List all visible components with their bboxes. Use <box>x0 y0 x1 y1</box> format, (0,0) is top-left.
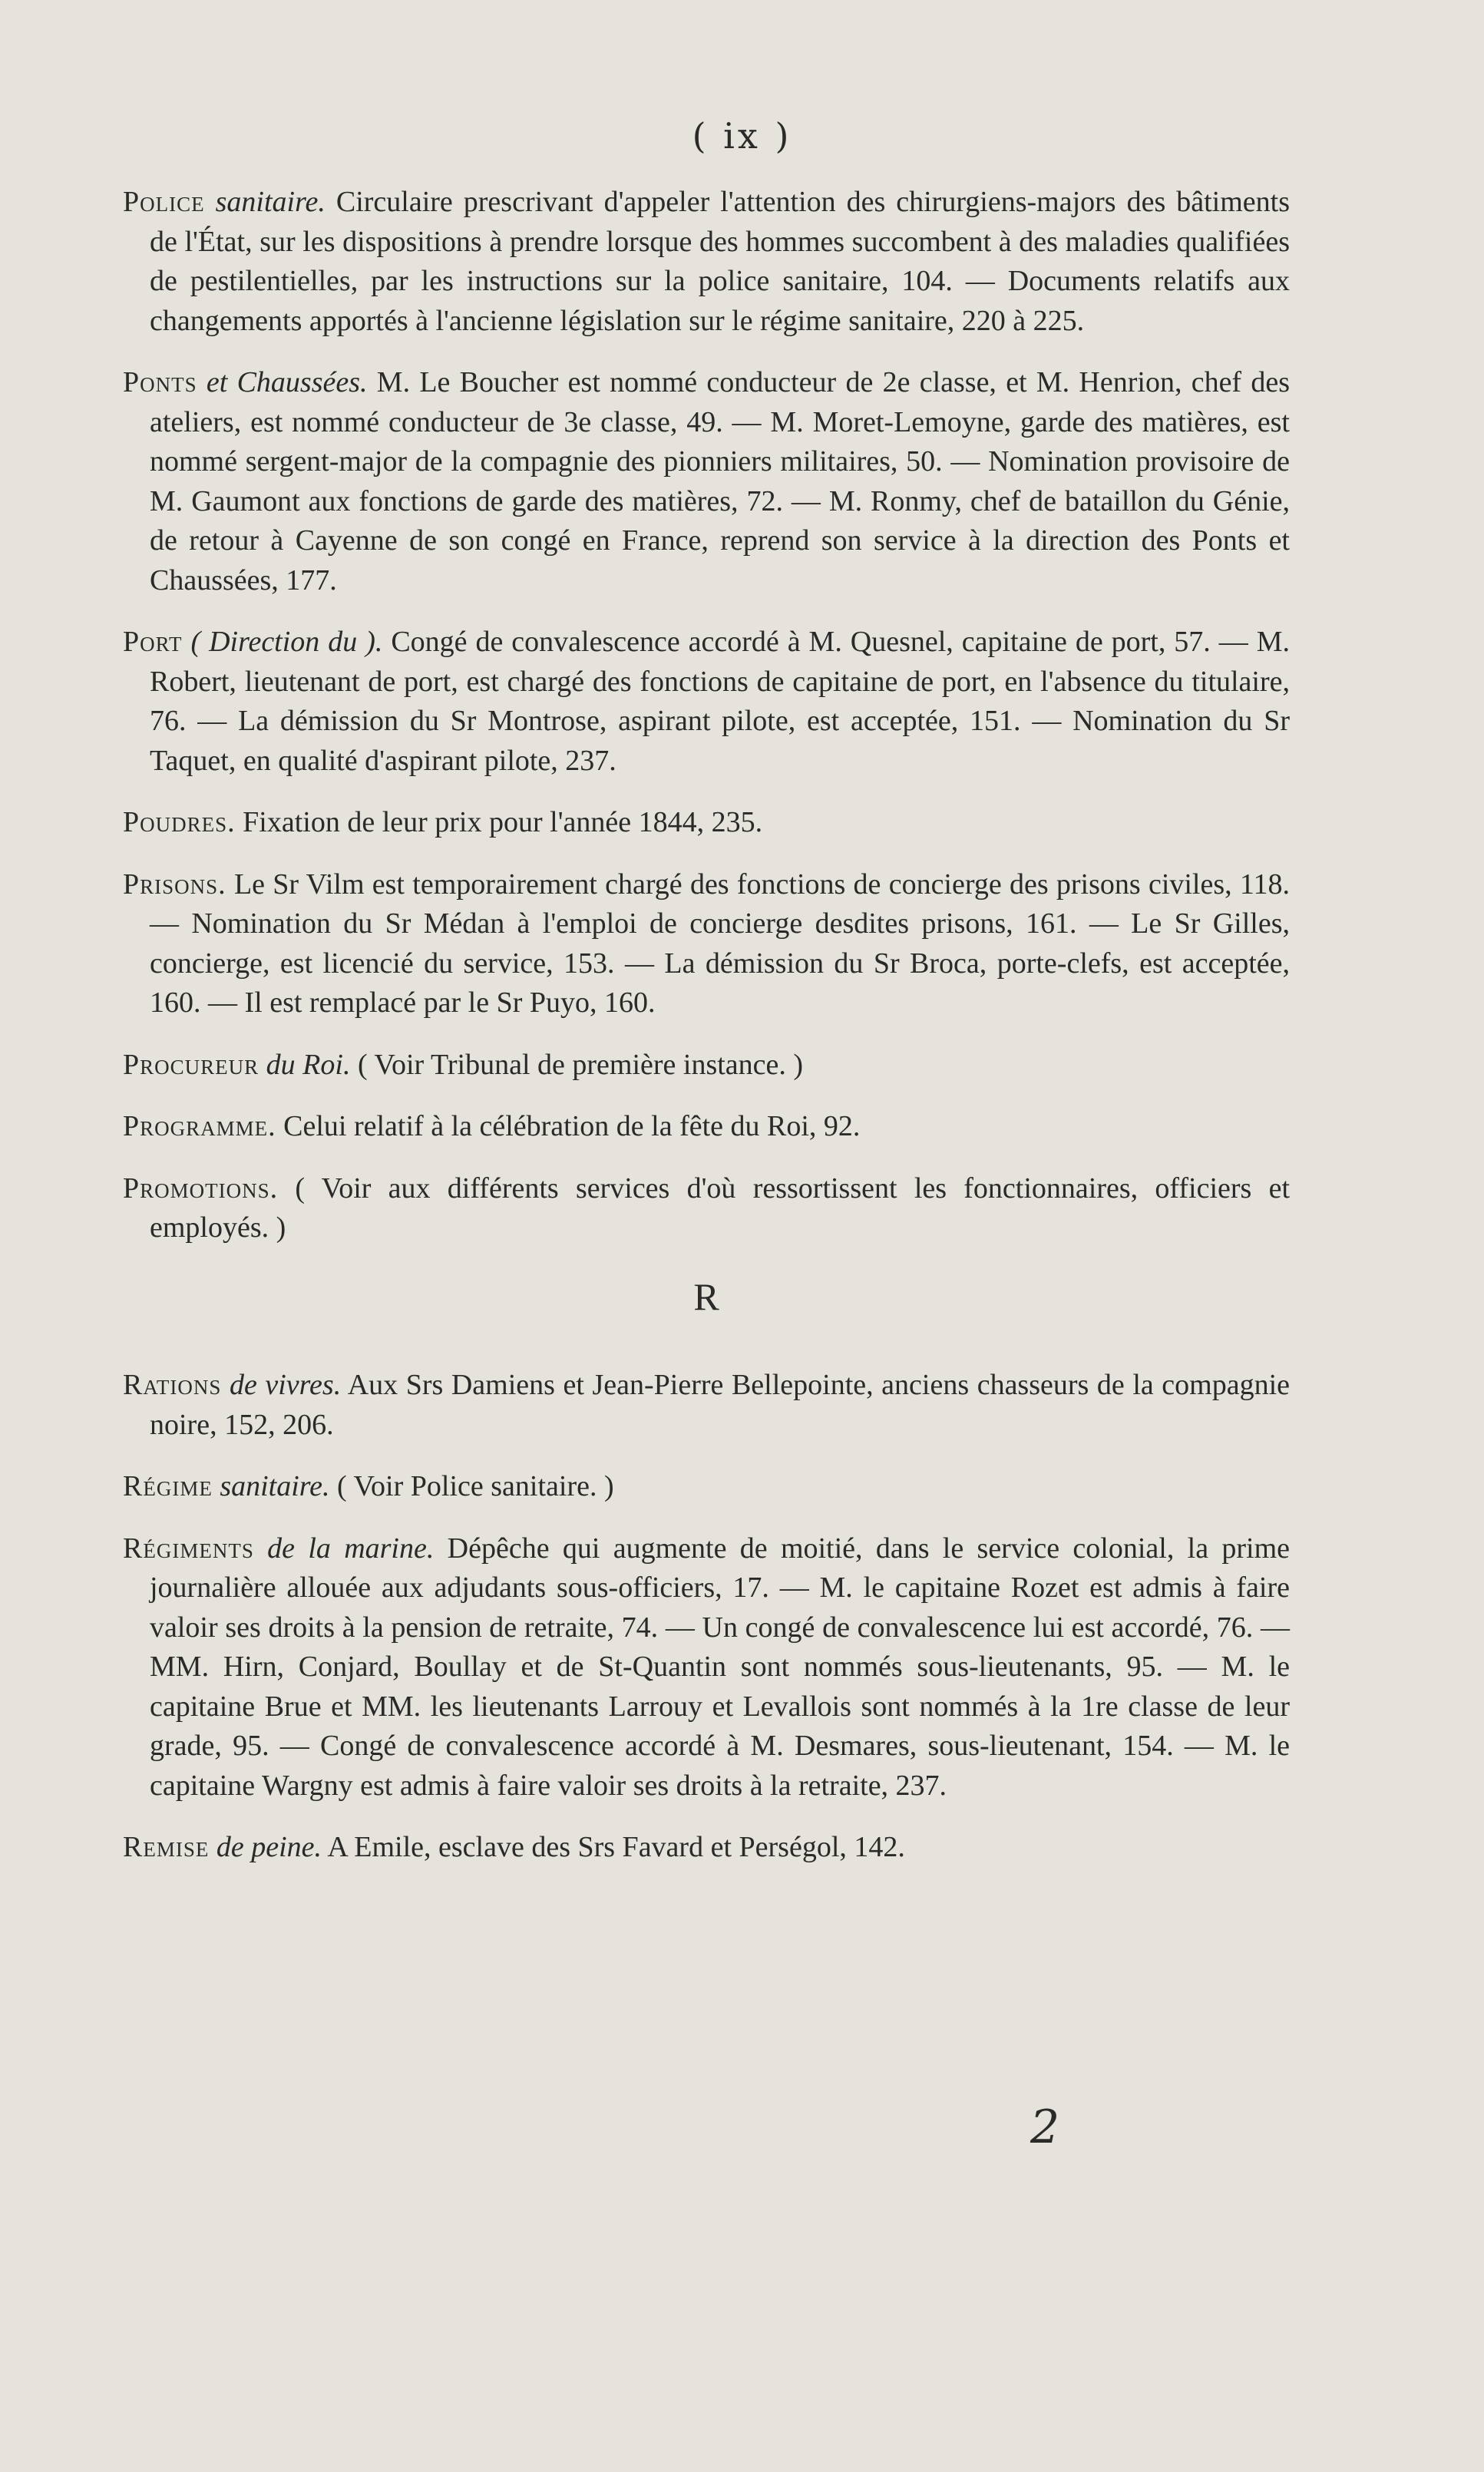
index-entry <box>123 1046 1290 1086</box>
entry-term: Régiments <box>123 1532 254 1565</box>
entry-text: ( Voir aux différents services d'où ressortissent les fonctionnaires, officiers et employés. ) <box>150 1172 1290 1244</box>
section-p-entries <box>123 183 1290 1248</box>
entry-term: Procureur <box>123 1048 259 1081</box>
entry-term: Police <box>123 186 205 218</box>
entry-term: Rations <box>123 1369 222 1401</box>
index-entry <box>123 623 1290 781</box>
entry-term: Port <box>123 626 183 658</box>
entry-text: M. Le Boucher est nommé conducteur de 2e classe, et M. Henrion, chef des ateliers, est nommé conducteur de 3e classe, 49. — M. Moret-Lemoyne, garde des matières, est nommé sergent-major de la compagnie des pionniers militaires, 50. — Nomination provisoire de M. Gaumont aux fonctions de garde des matières, 72. — M. Ronmy, chef de bataillon du Génie, de retour à Cayenne de son congé en France, reprend son service à la direction des Ponts et Chaussées, 177. <box>150 366 1291 597</box>
section-r-entries <box>123 1366 1290 1868</box>
entry-text: Dépêche qui augmente de moitié, dans le service colonial, la prime journalière allouée aux adjudants sous-officiers, 17. — M. le capitaine Rozet est admis à faire valoir ses droits à la pension de retraite, 74. — Un congé de convalescence lui est accordé, 76. — MM. Hirn, Conjard, Boullay et de St-Quantin sont nommés sous-lieutenants, 95. — M. le capitaine Brue et MM. les lieutenants Larrouy et Levallois sont nommés à la 1re classe de leur grade, 95. — Congé de convalescence accordé à M. Desmares, sous-lieutenant, 154. — M. le capitaine Wargny est admis à faire valoir ses droits à la retraite, 237. <box>150 1532 1291 1802</box>
entry-subterm: et Chaussées. <box>206 366 368 398</box>
entry-text: ( Voir Tribunal de première instance. ) <box>357 1048 804 1081</box>
index-entry <box>123 363 1290 600</box>
entry-subterm: de vivres. <box>229 1369 342 1401</box>
entry-text: Fixation de leur prix pour l'année 1844, 235. <box>243 806 763 838</box>
entry-subterm: de la marine. <box>267 1532 435 1565</box>
entry-text: Congé de convalescence accordé à M. Quesnel, capitaine de port, 57. — M. Robert, lieutenant de port, est chargé des fonctions de capitaine de port, en l'absence du titulaire, 76. — La démission du Sr Montrose, aspirant pilote, est acceptée, 151. — Nomination du Sr Taquet, en qualité d'aspirant pilote, 237. <box>150 626 1290 777</box>
entry-term: Promotions. <box>123 1172 279 1205</box>
entry-term: Poudres. <box>123 806 236 838</box>
entry-term: Remise <box>123 1831 210 1863</box>
signature-mark: 2 <box>1030 2100 1060 2154</box>
entry-text: Le Sr Vilm est temporairement chargé des fonctions de concierge des prisons civiles, 118. — Nomination du Sr Médan à l'emploi de concierge desdites prisons, 161. — Le Sr Gilles, concierge, est licencié du service, 153. — La démission du Sr Broca, porte-clefs, est acceptée, 160. — Il est remplacé par le Sr Puyo, 160. <box>150 868 1291 1019</box>
index-entry <box>123 803 1290 843</box>
entry-term: Prisons. <box>123 868 226 901</box>
page-folio: ( ix ) <box>692 115 792 157</box>
index-body <box>123 183 1290 1890</box>
entry-text: ( Voir Police sanitaire. ) <box>337 1470 614 1502</box>
entry-subterm: sanitaire. <box>220 1470 330 1502</box>
entry-subterm: ( Direction du ). <box>190 626 383 658</box>
entry-subterm: de peine. <box>216 1831 322 1863</box>
index-entry <box>123 1529 1290 1806</box>
section-letter-heading: R <box>693 1274 719 1318</box>
entry-text: Celui relatif à la célébration de la fête du Roi, 92. <box>283 1110 861 1142</box>
index-entry <box>123 1107 1290 1147</box>
index-entry <box>123 865 1290 1023</box>
entry-term: Régime <box>123 1470 213 1502</box>
index-entry <box>123 1366 1290 1445</box>
entry-term: Programme. <box>123 1110 276 1142</box>
entry-text: A Emile, esclave des Srs Favard et Perségol, 142. <box>327 1831 905 1863</box>
index-entry <box>123 1828 1290 1868</box>
entry-text: Circulaire prescrivant d'appeler l'attention des chirurgiens-majors des bâtiments de l'État, sur les dispositions à prendre lorsque des hommes succombent à des maladies qualifiées de pestilentielles, par les instructions sur la police sanitaire, 104. — Documents relatifs aux changements apportés à l'ancienne législation sur le régime sanitaire, 220 à 225. <box>150 186 1290 337</box>
entry-subterm: du Roi. <box>266 1048 351 1081</box>
entry-subterm: sanitaire. <box>215 186 326 218</box>
entry-term: Ponts <box>123 366 197 398</box>
index-entry <box>123 1169 1290 1248</box>
index-entry <box>123 183 1290 341</box>
index-entry <box>123 1467 1290 1507</box>
entry-text: Aux Srs Damiens et Jean-Pierre Bellepointe, anciens chasseurs de la compagnie noire, 152, 206. <box>150 1369 1291 1441</box>
